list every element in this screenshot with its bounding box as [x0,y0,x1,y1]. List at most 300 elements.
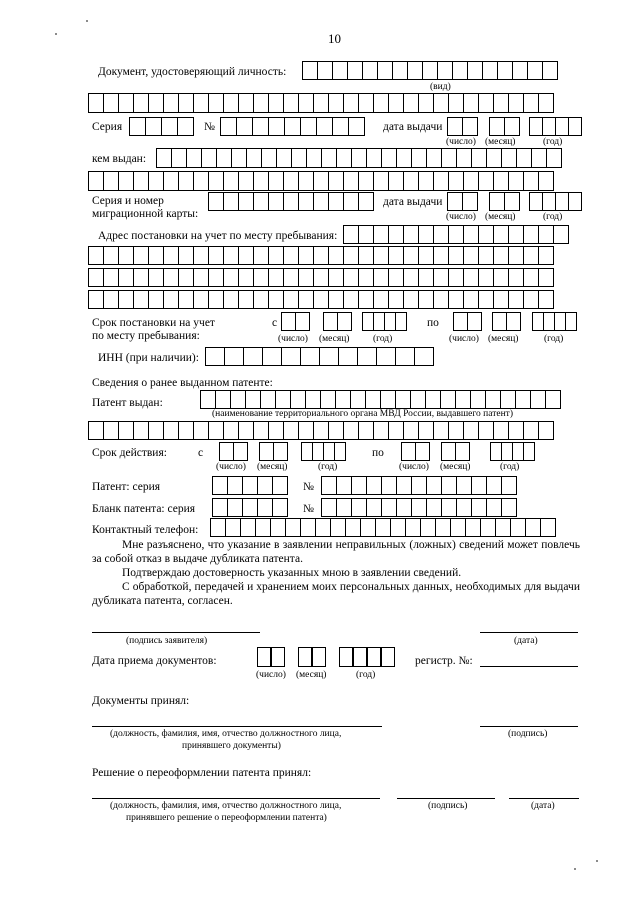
input-cell[interactable] [193,268,209,287]
input-cell[interactable] [336,498,352,517]
input-cell[interactable] [148,290,164,309]
input-cell[interactable] [456,148,472,168]
input-cell[interactable] [335,390,351,409]
input-cell[interactable] [441,148,457,168]
input-cell[interactable] [343,171,359,191]
input-cell[interactable] [300,117,317,136]
input-cell[interactable] [433,171,449,191]
input-cell[interactable] [380,390,396,409]
input-cell[interactable] [163,290,179,309]
input-cell[interactable] [161,117,178,136]
input-cell[interactable] [447,117,463,136]
input-cell[interactable] [538,171,554,191]
input-cell[interactable] [508,268,524,287]
input-cell[interactable] [343,225,359,244]
patent-from-month-cells[interactable] [259,442,287,461]
input-cell[interactable] [381,647,395,667]
input-cell[interactable] [339,647,353,667]
input-cell[interactable] [376,347,396,366]
input-cell[interactable] [298,647,312,667]
input-cell[interactable] [440,390,456,409]
input-cell[interactable] [283,246,299,265]
input-cell[interactable] [328,268,344,287]
input-cell[interactable] [283,192,299,211]
input-cell[interactable] [238,290,254,309]
migration-issue-day-cells[interactable] [447,192,477,211]
input-cell[interactable] [103,421,119,440]
input-cell[interactable] [388,246,404,265]
input-cell[interactable] [508,290,524,309]
input-cell[interactable] [418,290,434,309]
input-cell[interactable] [273,442,288,461]
input-cell[interactable] [313,93,329,113]
input-cell[interactable] [467,61,483,80]
input-cell[interactable] [546,148,562,168]
patent-to-day-cells[interactable] [401,442,429,461]
input-cell[interactable] [163,171,179,191]
input-cell[interactable] [262,347,282,366]
input-cell[interactable] [148,246,164,265]
input-cell[interactable] [463,268,479,287]
input-cell[interactable] [118,246,134,265]
input-cell[interactable] [441,476,457,495]
input-cell[interactable] [212,476,228,495]
inn-cells[interactable] [205,347,433,366]
input-cell[interactable] [343,192,359,211]
input-cell[interactable] [411,476,427,495]
input-cell[interactable] [523,171,539,191]
input-cell[interactable] [525,518,541,537]
input-cell[interactable] [283,268,299,287]
input-cell[interactable] [553,225,569,244]
patent-to-year-cells[interactable] [490,442,534,461]
input-cell[interactable] [133,290,149,309]
input-cell[interactable] [373,171,389,191]
input-cell[interactable] [208,246,224,265]
id-issued-by-cells-row2[interactable] [88,171,553,191]
input-cell[interactable] [285,518,301,537]
input-cell[interactable] [227,476,243,495]
input-cell[interactable] [343,268,359,287]
input-cell[interactable] [163,421,179,440]
input-cell[interactable] [418,246,434,265]
input-cell[interactable] [240,518,256,537]
official-signature-line[interactable] [480,726,578,727]
input-cell[interactable] [133,268,149,287]
input-cell[interactable] [330,518,346,537]
input-cell[interactable] [538,246,554,265]
input-cell[interactable] [298,421,314,440]
input-cell[interactable] [405,518,421,537]
input-cell[interactable] [403,268,419,287]
input-cell[interactable] [320,390,336,409]
input-cell[interactable] [373,290,389,309]
input-cell[interactable] [315,518,331,537]
input-cell[interactable] [276,148,292,168]
id-number-cells[interactable] [220,117,364,136]
input-cell[interactable] [529,117,543,136]
input-cell[interactable] [178,290,194,309]
input-cell[interactable] [343,93,359,113]
input-cell[interactable] [300,347,320,366]
input-cell[interactable] [133,93,149,113]
input-cell[interactable] [358,421,374,440]
input-cell[interactable] [373,246,389,265]
input-cell[interactable] [538,225,554,244]
input-cell[interactable] [489,192,505,211]
input-cell[interactable] [401,442,416,461]
input-cell[interactable] [257,498,273,517]
input-cell[interactable] [223,246,239,265]
input-cell[interactable] [433,225,449,244]
input-cell[interactable] [353,647,367,667]
input-cell[interactable] [455,442,470,461]
input-cell[interactable] [463,171,479,191]
input-cell[interactable] [268,268,284,287]
input-cell[interactable] [223,93,239,113]
input-cell[interactable] [418,225,434,244]
input-cell[interactable] [373,225,389,244]
input-cell[interactable] [193,421,209,440]
input-cell[interactable] [508,225,524,244]
id-series-cells[interactable] [129,117,193,136]
input-cell[interactable] [486,148,502,168]
input-cell[interactable] [410,390,426,409]
input-cell[interactable] [426,148,442,168]
input-cell[interactable] [163,268,179,287]
input-cell[interactable] [390,518,406,537]
input-cell[interactable] [316,117,333,136]
input-cell[interactable] [306,148,322,168]
input-cell[interactable] [523,268,539,287]
input-cell[interactable] [504,192,520,211]
input-cell[interactable] [478,93,494,113]
registration-address-cells[interactable] [343,225,568,244]
input-cell[interactable] [565,312,577,331]
input-cell[interactable] [523,93,539,113]
input-cell[interactable] [437,61,453,80]
registration-address-cells-row3[interactable] [88,268,553,287]
input-cell[interactable] [463,290,479,309]
input-cell[interactable] [230,390,246,409]
input-cell[interactable] [313,290,329,309]
blank-number-cells[interactable] [321,498,516,517]
input-cell[interactable] [388,421,404,440]
input-cell[interactable] [219,442,234,461]
input-cell[interactable] [542,117,556,136]
input-cell[interactable] [447,192,463,211]
input-cell[interactable] [345,518,361,537]
id-document-kind-cells[interactable] [302,61,557,80]
input-cell[interactable] [283,93,299,113]
input-cell[interactable] [388,171,404,191]
input-cell[interactable] [470,390,486,409]
input-cell[interactable] [422,61,438,80]
input-cell[interactable] [358,246,374,265]
input-cell[interactable] [298,171,314,191]
input-cell[interactable] [268,246,284,265]
input-cell[interactable] [381,498,397,517]
input-cell[interactable] [486,498,502,517]
input-cell[interactable] [540,518,556,537]
input-cell[interactable] [133,246,149,265]
input-cell[interactable] [103,246,119,265]
input-cell[interactable] [242,476,258,495]
input-cell[interactable] [223,421,239,440]
input-cell[interactable] [148,268,164,287]
input-cell[interactable] [193,246,209,265]
input-cell[interactable] [268,117,285,136]
input-cell[interactable] [478,246,494,265]
input-cell[interactable] [351,476,367,495]
registration-to-year-cells[interactable] [532,312,576,331]
input-cell[interactable] [358,268,374,287]
input-cell[interactable] [478,421,494,440]
id-issue-year-cells[interactable] [529,117,581,136]
input-cell[interactable] [298,93,314,113]
input-cell[interactable] [255,518,271,537]
input-cell[interactable] [225,518,241,537]
input-cell[interactable] [200,390,216,409]
input-cell[interactable] [281,312,296,331]
input-cell[interactable] [321,498,337,517]
input-cell[interactable] [358,93,374,113]
input-cell[interactable] [223,290,239,309]
input-cell[interactable] [133,171,149,191]
migration-issue-month-cells[interactable] [489,192,519,211]
input-cell[interactable] [208,421,224,440]
input-cell[interactable] [332,61,348,80]
input-cell[interactable] [388,268,404,287]
id-issued-by-cells[interactable] [156,148,561,168]
input-cell[interactable] [193,290,209,309]
input-cell[interactable] [478,225,494,244]
input-cell[interactable] [208,290,224,309]
input-cell[interactable] [463,225,479,244]
patent-issuer-cells[interactable] [200,390,560,409]
input-cell[interactable] [103,290,119,309]
input-cell[interactable] [510,518,526,537]
input-cell[interactable] [290,390,306,409]
decision-official-line[interactable] [92,798,380,799]
input-cell[interactable] [493,246,509,265]
input-cell[interactable] [381,148,397,168]
input-cell[interactable] [478,171,494,191]
input-cell[interactable] [501,476,517,495]
decision-date-line[interactable] [509,798,579,799]
input-cell[interactable] [238,268,254,287]
input-cell[interactable] [388,93,404,113]
input-cell[interactable] [501,498,517,517]
input-cell[interactable] [253,290,269,309]
contact-phone-cells[interactable] [210,518,555,537]
input-cell[interactable] [171,148,187,168]
input-cell[interactable] [215,390,231,409]
input-cell[interactable] [283,171,299,191]
input-cell[interactable] [523,246,539,265]
input-cell[interactable] [272,498,288,517]
input-cell[interactable] [396,476,412,495]
input-cell[interactable] [403,246,419,265]
input-cell[interactable] [291,148,307,168]
input-cell[interactable] [395,312,407,331]
input-cell[interactable] [118,171,134,191]
input-cell[interactable] [418,171,434,191]
input-cell[interactable] [321,476,337,495]
input-cell[interactable] [373,268,389,287]
input-cell[interactable] [358,225,374,244]
input-cell[interactable] [448,225,464,244]
input-cell[interactable] [193,171,209,191]
input-cell[interactable] [448,268,464,287]
input-cell[interactable] [433,290,449,309]
input-cell[interactable] [332,117,349,136]
input-cell[interactable] [433,268,449,287]
patent-number-cells[interactable] [321,476,516,495]
acceptance-day-cells[interactable] [257,647,285,667]
input-cell[interactable] [358,192,374,211]
reg-number-line[interactable] [480,666,578,667]
input-cell[interactable] [455,390,471,409]
input-cell[interactable] [118,290,134,309]
input-cell[interactable] [193,93,209,113]
input-cell[interactable] [456,476,472,495]
input-cell[interactable] [268,290,284,309]
input-cell[interactable] [347,61,363,80]
input-cell[interactable] [246,148,262,168]
input-cell[interactable] [504,117,520,136]
input-cell[interactable] [366,148,382,168]
input-cell[interactable] [210,518,226,537]
input-cell[interactable] [396,148,412,168]
input-cell[interactable] [508,93,524,113]
input-cell[interactable] [163,93,179,113]
input-cell[interactable] [337,312,352,331]
acceptance-year-cells[interactable] [339,647,395,667]
input-cell[interactable] [253,192,269,211]
input-cell[interactable] [238,246,254,265]
input-cell[interactable] [373,421,389,440]
input-cell[interactable] [298,246,314,265]
input-cell[interactable] [489,117,505,136]
migration-issue-year-cells[interactable] [529,192,581,211]
input-cell[interactable] [433,246,449,265]
input-cell[interactable] [224,347,244,366]
input-cell[interactable] [377,61,393,80]
input-cell[interactable] [275,390,291,409]
input-cell[interactable] [178,171,194,191]
input-cell[interactable] [88,93,104,113]
input-cell[interactable] [328,93,344,113]
input-cell[interactable] [463,93,479,113]
input-cell[interactable] [538,290,554,309]
input-cell[interactable] [373,93,389,113]
input-cell[interactable] [453,312,468,331]
input-cell[interactable] [148,171,164,191]
input-cell[interactable] [350,390,366,409]
input-cell[interactable] [328,171,344,191]
input-cell[interactable] [493,225,509,244]
input-cell[interactable] [493,93,509,113]
input-cell[interactable] [208,171,224,191]
input-cell[interactable] [236,117,253,136]
input-cell[interactable] [403,93,419,113]
input-cell[interactable] [508,171,524,191]
input-cell[interactable] [295,312,310,331]
input-cell[interactable] [201,148,217,168]
input-cell[interactable] [103,93,119,113]
input-cell[interactable] [88,290,104,309]
input-cell[interactable] [448,171,464,191]
input-cell[interactable] [268,93,284,113]
input-cell[interactable] [220,117,237,136]
input-cell[interactable] [281,347,301,366]
input-cell[interactable] [462,117,478,136]
input-cell[interactable] [163,246,179,265]
input-cell[interactable] [531,148,547,168]
input-cell[interactable] [336,476,352,495]
input-cell[interactable] [471,148,487,168]
input-cell[interactable] [343,290,359,309]
input-cell[interactable] [103,171,119,191]
input-cell[interactable] [156,148,172,168]
input-cell[interactable] [351,148,367,168]
input-cell[interactable] [362,61,378,80]
input-cell[interactable] [343,246,359,265]
input-cell[interactable] [313,246,329,265]
input-cell[interactable] [538,421,554,440]
input-cell[interactable] [568,192,582,211]
input-cell[interactable] [375,518,391,537]
input-cell[interactable] [403,421,419,440]
input-cell[interactable] [313,268,329,287]
input-cell[interactable] [366,476,382,495]
input-cell[interactable] [321,148,337,168]
input-cell[interactable] [506,312,521,331]
input-cell[interactable] [328,192,344,211]
input-cell[interactable] [403,225,419,244]
patent-issuer-cells-row2[interactable] [88,421,553,440]
input-cell[interactable] [223,192,239,211]
input-cell[interactable] [392,61,408,80]
input-cell[interactable] [238,171,254,191]
input-cell[interactable] [441,442,456,461]
input-cell[interactable] [403,290,419,309]
registration-from-day-cells[interactable] [281,312,309,331]
input-cell[interactable] [433,421,449,440]
input-cell[interactable] [148,421,164,440]
input-cell[interactable] [178,268,194,287]
input-cell[interactable] [478,290,494,309]
input-cell[interactable] [388,225,404,244]
blank-series-cells[interactable] [212,498,287,517]
decision-signature-line[interactable] [397,798,495,799]
input-cell[interactable] [407,61,423,80]
input-cell[interactable] [223,171,239,191]
input-cell[interactable] [358,171,374,191]
input-cell[interactable] [426,476,442,495]
input-cell[interactable] [395,390,411,409]
input-cell[interactable] [313,421,329,440]
input-cell[interactable] [448,421,464,440]
input-cell[interactable] [415,442,430,461]
input-cell[interactable] [268,171,284,191]
input-cell[interactable] [227,498,243,517]
input-cell[interactable] [414,347,434,366]
input-cell[interactable] [313,171,329,191]
input-cell[interactable] [485,390,501,409]
input-cell[interactable] [118,93,134,113]
